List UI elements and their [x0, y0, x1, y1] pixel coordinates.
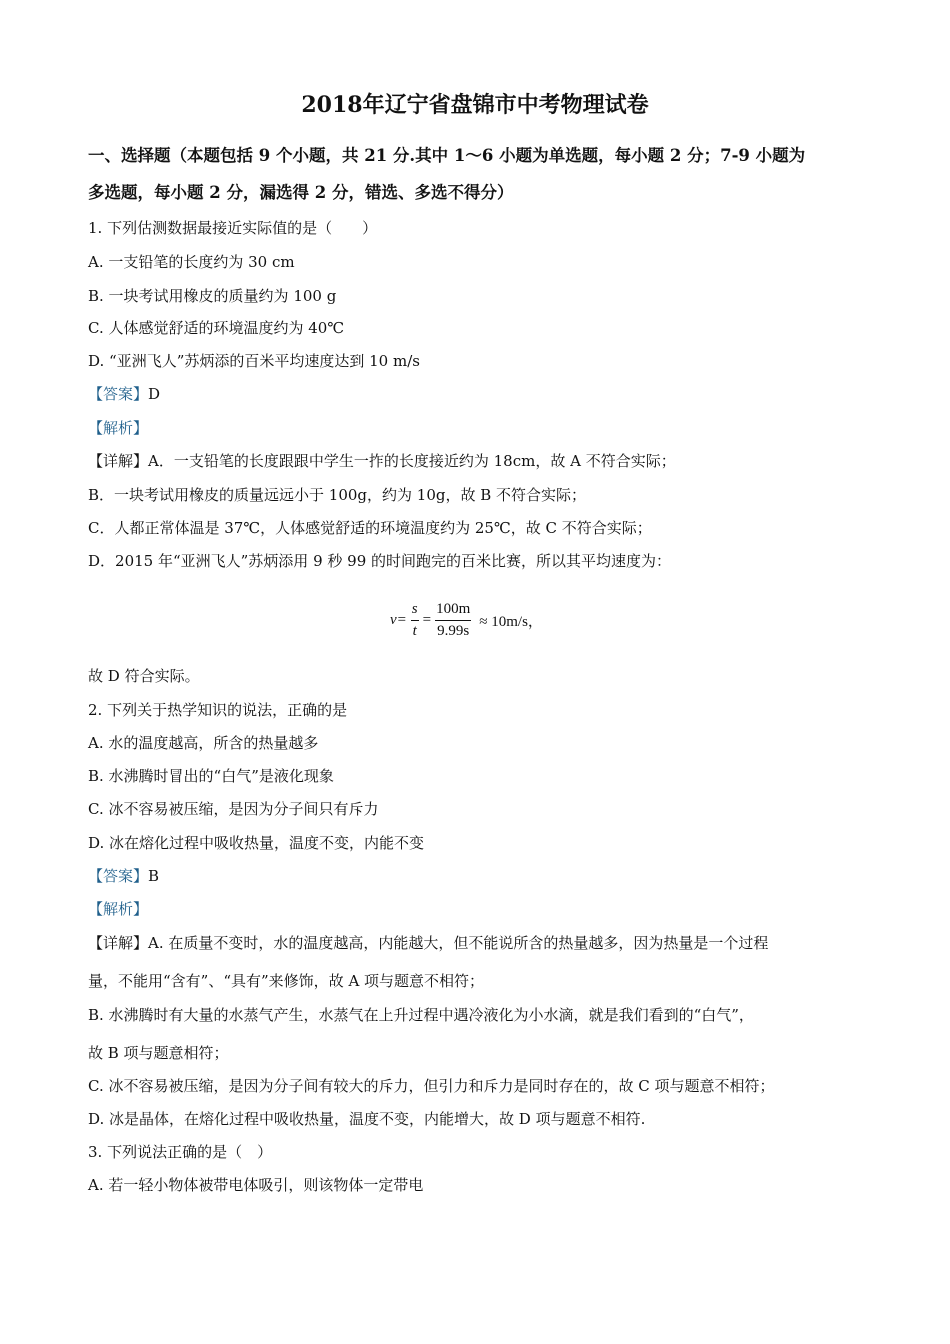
answer-value: B	[148, 867, 160, 885]
q1-answer	[88, 384, 160, 404]
fraction-numerator: 100m	[436, 600, 471, 617]
section-heading-line-1: 一、选择题（本题包括 9 个小题，共 21 分.其中 1～6 小题为单选题，每小题 2 分；7-9 小题为	[88, 146, 806, 165]
q1-detail-d: D．2015 年“亚洲飞人”苏炳添用 9 秒 99 的时间跑完的百米比赛，所以其平均速度为：	[88, 552, 672, 570]
q3-stem: 3. 下列说法正确的是（ ）	[88, 1143, 273, 1161]
detail-text: A．一支铅笔的长度跟跟中学生一拃的长度接近约为 18cm，故 A 不符合实际；	[148, 452, 676, 470]
detail-tag: 【详解】	[88, 452, 149, 470]
q1-analysis-tag: 【解析】	[88, 419, 149, 437]
q1-conclusion: 故 D 符合实际。	[88, 667, 200, 685]
q2-detail-d: D. 冰是晶体，在熔化过程中吸收热量，温度不变，内能增大，故 D 项与题意不相符.	[88, 1110, 646, 1128]
fraction-numerator: s	[411, 600, 418, 617]
q1-option-d: D. “亚洲飞人”苏炳添的百米平均速度达到 10 m/s	[88, 352, 420, 370]
q2-answer	[88, 866, 159, 886]
q2-option-d: D. 冰在熔化过程中吸收热量，温度不变，内能不变	[88, 834, 425, 852]
q2-option-c: C. 冰不容易被压缩，是因为分子间只有斥力	[88, 800, 379, 818]
formula-lhs: v=	[390, 611, 407, 628]
fraction-denominator: t	[411, 620, 419, 640]
q1-detail-a	[88, 451, 676, 471]
answer-tag: 【答案】	[88, 385, 149, 403]
page-title: 2018年辽宁省盘锦市中考物理试卷	[301, 92, 649, 118]
fraction-distance-over-time	[434, 601, 472, 640]
q2-detail-a-line-1	[88, 933, 768, 953]
q2-option-a: A. 水的温度越高，所含的热量越多	[88, 734, 319, 752]
fraction-s-over-t	[410, 601, 420, 640]
formula-equals: =	[422, 611, 432, 628]
q1-option-c: C. 人体感觉舒适的环境温度约为 40℃	[88, 319, 345, 337]
fraction-denominator: 9.99s	[435, 620, 471, 640]
q1-option-b: B. 一块考试用橡皮的质量约为 100 g	[88, 287, 337, 305]
detail-text: A. 在质量不变时，水的温度越高，内能越大，但不能说所含的热量越多，因为热量是一个过程	[148, 934, 769, 952]
answer-value: D	[148, 385, 161, 403]
q2-detail-b-line-1: B. 水沸腾时有大量的水蒸气产生，水蒸气在上升过程中遇冷液化为小水滴，就是我们看到的“白气”，	[88, 1006, 754, 1024]
formula-result: ≈ 10m/s，	[479, 613, 543, 630]
q2-option-b: B. 水沸腾时冒出的“白气”是液化现象	[88, 767, 334, 785]
q2-stem: 2. 下列关于热学知识的说法，正确的是	[88, 701, 348, 719]
q1-detail-c: C．人都正常体温是 37℃，人体感觉舒适的环境温度约为 25℃，故 C 不符合实际；	[88, 519, 652, 537]
q2-detail-b-line-2: 故 B 项与题意相符；	[88, 1044, 229, 1062]
q2-detail-c: C. 冰不容易被压缩，是因为分子间有较大的斥力，但引力和斥力是同时存在的，故 C 项与题意不相符；	[88, 1077, 775, 1095]
q3-option-a: A. 若一轻小物体被带电体吸引，则该物体一定带电	[88, 1176, 424, 1194]
q2-analysis-tag: 【解析】	[88, 900, 149, 918]
q1-option-a: A. 一支铅笔的长度约为 30 cm	[88, 253, 295, 271]
section-heading-line-2: 多选题，每小题 2 分，漏选得 2 分，错选、多选不得分）	[88, 183, 514, 202]
detail-tag: 【详解】	[88, 934, 149, 952]
q1-detail-b: B．一块考试用橡皮的质量远远小于 100g，约为 10g，故 B 不符合实际；	[88, 486, 587, 504]
answer-tag: 【答案】	[88, 867, 149, 885]
q1-stem: 1. 下列估测数据最接近实际值的是（ ）	[88, 219, 378, 237]
q2-detail-a-line-2: 量，不能用“含有”、“具有”来修饰，故 A 项与题意不相符；	[88, 972, 485, 990]
speed-formula	[390, 594, 543, 646]
